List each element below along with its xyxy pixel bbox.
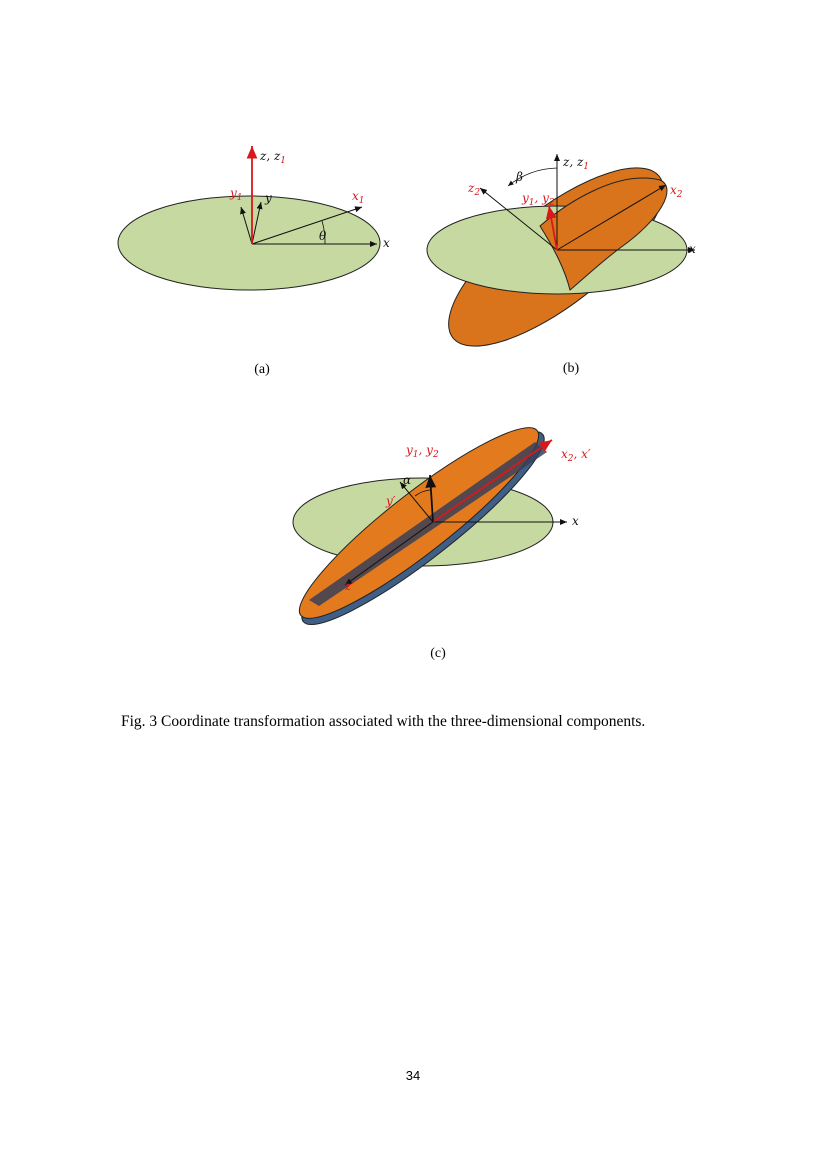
panel-c-label: (c) <box>430 646 446 661</box>
x-axis-label: x <box>383 236 390 250</box>
yprime-axis-label: y′ <box>386 494 396 508</box>
panel-b-diagram <box>420 140 710 350</box>
panel-b-label: (b) <box>562 361 580 376</box>
y12-axis-label: $y_1$, $y_2$ <box>522 191 555 208</box>
panel-a-diagram <box>110 140 400 310</box>
alpha-label: α <box>403 473 412 487</box>
panel-a-label: (a) <box>254 362 270 377</box>
y12-axis-label: $y_1$, $y_2$ <box>406 443 439 460</box>
page-number: 34 <box>405 1068 421 1083</box>
x2-axis-label: $x_2$, x′ <box>561 447 591 464</box>
zprime-axis-label: z′ <box>345 579 355 593</box>
y1-axis-label: $y_1$ <box>230 186 243 203</box>
x2-axis-label: $x_2$ <box>670 183 683 200</box>
figure-caption: Fig. 3 Coordinate transformation associated with the three-dimensional components. <box>121 713 646 730</box>
theta-label: θ <box>319 229 327 243</box>
ground-plane <box>118 196 380 290</box>
x1-axis-label: $x_1$ <box>352 189 365 206</box>
x-axis-label: x <box>689 242 696 256</box>
x-axis-label: x <box>572 514 579 528</box>
beta-label: β <box>516 170 523 184</box>
z2-axis-label: $z_2$ <box>468 181 481 198</box>
z-axis-label: z, $z_1$ <box>260 149 287 166</box>
panel-c-diagram <box>285 430 615 620</box>
z-axis-label: z, $z_1$ <box>563 155 590 172</box>
y-axis-label: y <box>265 191 272 205</box>
